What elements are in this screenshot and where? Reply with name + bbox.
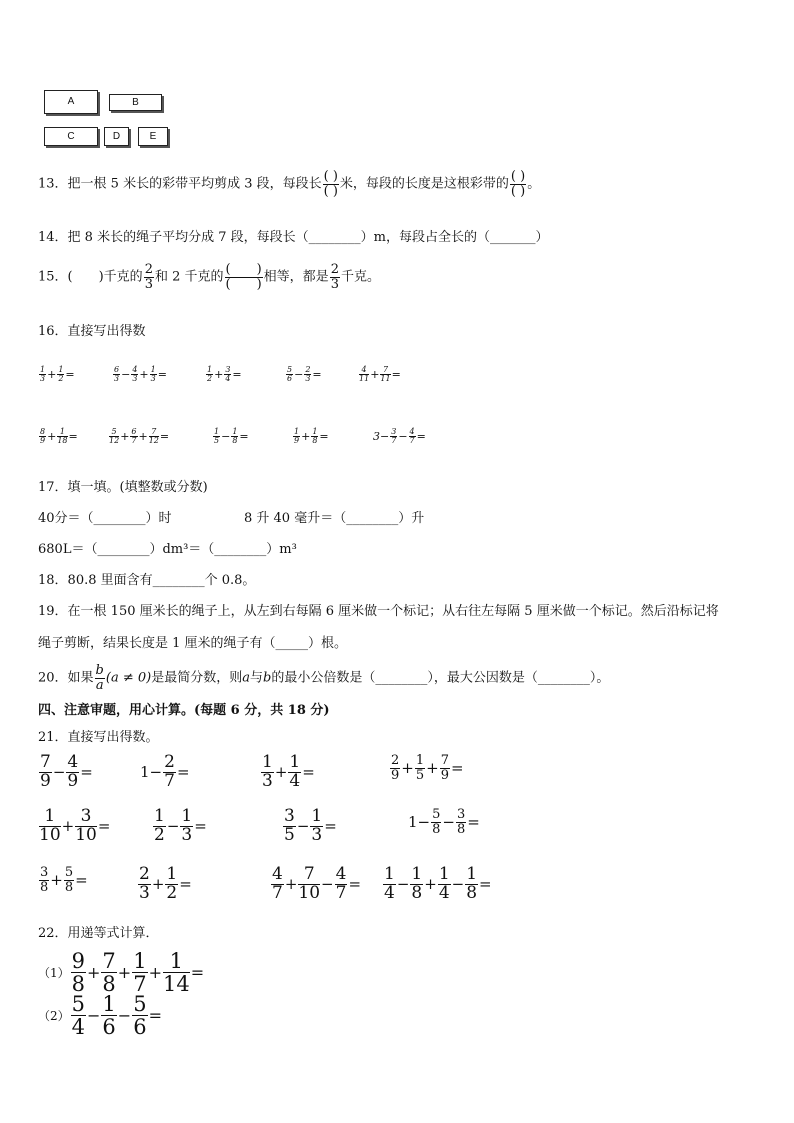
expression: [292, 426, 329, 445]
fraction: [304, 366, 311, 384]
expression: [140, 754, 190, 791]
expression: [112, 364, 167, 383]
fraction: [165, 866, 178, 903]
question-15: 15．( )千克的 $\frac{2}{3}$ 和 2 千克的 $\frac{( )}{( )}$ 相等，都是 $\frac{2}{3}$ 千克。: [38, 262, 380, 292]
numerator: 3: [225, 364, 231, 374]
denominator: 11: [380, 374, 391, 383]
question-16-title: 16．直接写出得数: [38, 324, 146, 339]
numerator: 4: [132, 364, 138, 374]
fraction: [283, 808, 296, 845]
numerator: 5: [432, 807, 441, 822]
fraction: [39, 428, 46, 446]
operator: =: [324, 817, 337, 836]
operator: =: [319, 430, 329, 443]
denominator: 9: [391, 767, 400, 783]
numerator: 9: [71, 949, 86, 973]
numerator: 7: [40, 752, 51, 772]
blank-fraction: $\frac{( )}{( )}$: [510, 169, 526, 199]
expression: [358, 364, 401, 383]
fraction: [213, 428, 220, 446]
question-19-line-1: 19．在一根 150 厘米长的绳子上，从左到右每隔 6 厘米做一个标记；从右往左每隔 5 厘米做一个标记。然后沿标记将: [38, 604, 719, 619]
denominator: 3: [139, 882, 150, 903]
fraction: [310, 808, 323, 845]
operator: =: [148, 1006, 162, 1026]
operator: −: [396, 875, 410, 894]
fraction: [149, 428, 159, 446]
operator: +: [426, 759, 439, 778]
fraction: [415, 754, 425, 782]
denominator: 8: [64, 879, 74, 895]
numerator: 1: [384, 864, 395, 884]
numerator: 7: [149, 428, 159, 437]
denominator: 7: [164, 770, 175, 791]
denominator: 8: [232, 436, 238, 445]
numerator: 5: [109, 428, 119, 437]
operator: =: [97, 817, 111, 836]
numerator: 3: [391, 426, 397, 436]
operator: −: [121, 368, 131, 381]
operator: +: [301, 430, 311, 443]
fraction: [57, 366, 64, 384]
question-18: 18．80.8 里面含有________个 0.8。: [38, 573, 256, 588]
numerator: 1: [57, 428, 67, 437]
fraction: [390, 428, 397, 446]
operator: +: [61, 817, 75, 836]
numerator: 1: [232, 426, 238, 436]
denominator: 9: [67, 770, 79, 791]
box-e: E: [138, 127, 168, 146]
operator: −: [442, 813, 455, 832]
expression: [38, 364, 75, 383]
denominator: 6: [133, 1015, 147, 1040]
numerator: 1: [163, 950, 190, 973]
operator: −: [87, 1006, 101, 1026]
fraction: [465, 866, 478, 903]
fraction: [57, 428, 67, 446]
denominator: 9: [440, 767, 449, 783]
operator: +: [47, 430, 57, 443]
numerator: 1: [438, 864, 450, 884]
operator: −: [294, 368, 304, 381]
numerator: 1: [311, 806, 323, 826]
operator: =: [239, 430, 249, 443]
fraction: [101, 950, 116, 995]
numerator: 1: [312, 426, 318, 436]
operator: =: [391, 368, 401, 381]
denominator: 7: [131, 436, 137, 445]
q22-item: [38, 950, 204, 995]
numerator: 1: [40, 364, 46, 374]
question-17-title: 17．填一填。(填整数或分数): [38, 480, 208, 495]
operator: +: [138, 430, 148, 443]
denominator: 4: [71, 1015, 86, 1040]
item-label: （2）: [38, 1009, 70, 1024]
numerator: 1: [466, 864, 478, 884]
operator: +: [284, 875, 298, 894]
operator: =: [157, 368, 167, 381]
question-13: 13．把一根 5 米长的彩带平均剪成 3 段，每段长 $\frac{( )}{( )}$ 米，每段的长度是这根彩带的 $\frac{( )}{( )}$ 。: [38, 169, 541, 199]
operator: =: [190, 963, 205, 983]
numerator: 1: [262, 752, 273, 772]
box-d: D: [104, 127, 129, 146]
denominator: 9: [40, 436, 46, 445]
fraction: [261, 754, 274, 791]
numerator: 4: [409, 426, 415, 436]
denominator: 10: [75, 824, 97, 845]
denominator: 9: [40, 770, 51, 791]
denominator: 9: [294, 436, 300, 445]
denominator: 5: [214, 436, 220, 445]
numerator: 2: [391, 753, 400, 768]
denominator: 3: [181, 824, 193, 845]
operator: −: [166, 817, 180, 836]
fraction: [231, 428, 238, 446]
question-19-line-2: 绳子剪断，结果长度是 1 厘米的绳子有（_____）根。: [38, 636, 348, 651]
numerator: 2: [305, 364, 311, 374]
expression: [38, 754, 93, 791]
denominator: 10: [298, 882, 321, 903]
operator: +: [151, 875, 165, 894]
expression: [152, 808, 207, 845]
fraction: [71, 950, 86, 995]
fraction: [39, 754, 52, 791]
numerator: 1: [166, 864, 178, 884]
operator: =: [467, 813, 480, 832]
box-c: C: [44, 127, 98, 146]
fraction: [390, 754, 400, 782]
numerator: 6: [114, 364, 120, 374]
fraction: [64, 866, 74, 894]
operator: +: [401, 759, 414, 778]
numerator: 4: [272, 864, 283, 884]
question-17-c: 680L＝（________）dm³＝（________）m³: [38, 542, 297, 557]
fraction: [163, 754, 176, 791]
blank-fraction: $\frac{( )}{( )}$: [323, 169, 338, 199]
fraction: [409, 428, 416, 446]
denominator: 2: [154, 824, 165, 845]
fraction: [431, 808, 441, 836]
denominator: 3: [114, 374, 120, 383]
expression: [282, 808, 337, 845]
denominator: 7: [133, 972, 147, 997]
fraction: [288, 754, 301, 791]
numerator: 1: [289, 752, 301, 772]
operator: +: [214, 368, 224, 381]
numerator: 7: [298, 866, 320, 885]
operator: =: [312, 368, 322, 381]
operator: =: [80, 763, 93, 782]
fraction: [131, 366, 138, 384]
fraction: [456, 808, 466, 836]
denominator: 5: [284, 824, 295, 845]
denominator: 8: [312, 436, 318, 445]
fraction: [410, 866, 423, 903]
numerator: 1: [181, 806, 193, 826]
fraction: [113, 366, 120, 384]
expression: [38, 866, 88, 894]
operator: =: [65, 368, 75, 381]
denominator: 5: [415, 767, 425, 783]
expression: [382, 866, 492, 903]
numerator: 1: [58, 364, 64, 374]
fraction: [311, 428, 318, 446]
operator: −: [221, 430, 231, 443]
operator: +: [47, 368, 57, 381]
fraction: [150, 366, 157, 384]
operator: 1−: [408, 813, 431, 832]
question-20: 20．如果 $\frac{b}{a}$ (a ≠ 0)是最简分数，则a与b的最小公倍数是（________），最大公因数是（________）。: [38, 663, 610, 693]
expression: [408, 808, 480, 836]
denominator: 8: [432, 821, 441, 837]
numerator: 1: [102, 992, 116, 1016]
denominator: 8: [102, 972, 116, 997]
denominator: 8: [411, 882, 423, 903]
expression: [38, 808, 110, 845]
operator: +: [370, 368, 380, 381]
numerator: 7: [102, 949, 116, 973]
denominator: 4: [384, 882, 395, 903]
q22-item: [38, 993, 162, 1038]
numerator: 1: [133, 949, 147, 973]
operator: =: [232, 368, 242, 381]
numerator: 1: [154, 806, 165, 826]
fraction: [286, 366, 293, 384]
fraction: [163, 950, 190, 995]
fraction: [39, 808, 61, 845]
numerator: 5: [133, 992, 147, 1016]
fraction: [298, 866, 320, 903]
operator: +: [148, 963, 162, 983]
operator: =: [179, 875, 192, 894]
expression: [108, 426, 169, 445]
operator: =: [416, 430, 426, 443]
fraction: [380, 366, 390, 384]
operator: 1−: [140, 763, 163, 782]
denominator: 4: [225, 374, 231, 383]
fraction: [271, 866, 284, 903]
question-14: 14．把 8 米长的绳子平均分成 7 段，每段长（________）m，每段占全长的（_______）: [38, 230, 549, 245]
denominator: 2: [207, 374, 213, 383]
operator: =: [302, 763, 315, 782]
fraction: [132, 993, 147, 1038]
numerator: 8: [40, 426, 46, 436]
denominator: 2: [166, 882, 178, 903]
denominator: 10: [39, 824, 61, 845]
item-label: （1）: [38, 966, 70, 981]
denominator: 6: [287, 374, 293, 383]
fraction: [66, 754, 79, 791]
denominator: 7: [272, 882, 283, 903]
expression: [260, 754, 315, 791]
denominator: 3: [262, 770, 273, 791]
fraction: [335, 866, 348, 903]
operator: +: [139, 368, 149, 381]
numerator: 4: [67, 752, 79, 772]
denominator: 7: [409, 436, 415, 445]
operator: −: [52, 763, 66, 782]
expression: [389, 754, 464, 782]
fraction: [109, 428, 119, 446]
operator: −: [398, 430, 408, 443]
fraction: [39, 866, 49, 894]
numerator: 7: [440, 753, 449, 768]
operator: =: [75, 871, 88, 890]
numerator: 6: [131, 426, 137, 436]
fraction: [180, 808, 193, 845]
operator: −: [296, 817, 310, 836]
denominator: 4: [438, 882, 450, 903]
numerator: 5: [71, 992, 86, 1016]
fraction: [293, 428, 300, 446]
operator: =: [348, 875, 362, 894]
numerator: 1: [150, 364, 156, 374]
denominator: 2: [58, 374, 64, 383]
operator: =: [176, 763, 190, 782]
expression: [38, 426, 78, 445]
fraction: [206, 366, 213, 384]
numerator: 3: [40, 865, 49, 880]
fraction: [153, 808, 166, 845]
numerator: 3: [284, 806, 295, 826]
denominator: 12: [148, 436, 159, 445]
numerator: 5: [287, 364, 293, 374]
box-b: B: [109, 94, 162, 111]
denominator: 3: [132, 374, 138, 383]
expression: [137, 866, 192, 903]
fraction: [383, 866, 396, 903]
denominator: 8: [71, 972, 86, 997]
denominator: 8: [456, 821, 466, 837]
numerator: 1: [411, 864, 423, 884]
operator: =: [194, 817, 207, 836]
numerator: 2: [164, 752, 175, 772]
numerator: 1: [207, 364, 213, 374]
question-22-title: 22．用递等式计算．: [38, 926, 159, 941]
denominator: 12: [109, 436, 120, 445]
fraction: [101, 993, 116, 1038]
operator: +: [117, 963, 132, 983]
numerator: 1: [214, 426, 220, 436]
expression: [212, 426, 249, 445]
denominator: 3: [40, 374, 46, 383]
denominator: 3: [311, 824, 323, 845]
fraction: [39, 366, 46, 384]
operator: −: [117, 1006, 132, 1026]
numerator: 2: [139, 864, 150, 884]
operator: +: [87, 963, 101, 983]
expression: [373, 426, 426, 445]
fraction: [440, 754, 450, 782]
question-17-b: 8 升 40 毫升＝（________）升: [244, 511, 425, 526]
denominator: 7: [335, 882, 347, 903]
denominator: 14: [162, 972, 190, 997]
denominator: 6: [102, 1015, 116, 1040]
operator: +: [424, 875, 437, 894]
fraction: [130, 428, 137, 446]
fraction: [224, 366, 231, 384]
operator: +: [120, 430, 130, 443]
expression: [205, 364, 242, 383]
question-21-title: 21．直接写出得数。: [38, 730, 159, 745]
numerator: 1: [39, 808, 61, 827]
operator: =: [451, 759, 464, 778]
fraction: [71, 993, 86, 1038]
numerator: 1: [415, 753, 425, 768]
numerator: 4: [359, 366, 369, 375]
section-4-title: 四、注意审题，用心计算。(每题 6 分，共 18 分): [38, 703, 330, 718]
expression: [285, 364, 322, 383]
operator: =: [68, 430, 78, 443]
box-a: A: [44, 90, 98, 114]
denominator: 3: [305, 374, 311, 383]
denominator: 8: [466, 882, 478, 903]
operator: +: [274, 763, 288, 782]
denominator: 11: [359, 374, 370, 383]
numerator: 5: [64, 865, 74, 880]
denominator: 4: [289, 770, 301, 791]
fraction: [132, 950, 147, 995]
numerator: 3: [456, 807, 466, 822]
denominator: 18: [57, 436, 68, 445]
fraction: [138, 866, 151, 903]
numerator: 1: [294, 426, 300, 436]
numerator: 3: [75, 808, 97, 827]
fraction: [438, 866, 451, 903]
operator: =: [159, 430, 170, 443]
operator: −: [321, 875, 334, 894]
operator: =: [479, 875, 492, 894]
numerator: 4: [335, 864, 347, 884]
denominator: 8: [40, 879, 49, 895]
numerator: 7: [380, 366, 390, 375]
fraction: [75, 808, 97, 845]
operator: +: [50, 871, 63, 890]
denominator: 7: [391, 436, 397, 445]
question-17-a: 40分＝（________）时: [38, 511, 172, 526]
operator: −: [451, 875, 465, 894]
operator: 3−: [373, 430, 390, 443]
denominator: 3: [150, 374, 156, 383]
expression: [270, 866, 361, 903]
fraction: [359, 366, 369, 384]
